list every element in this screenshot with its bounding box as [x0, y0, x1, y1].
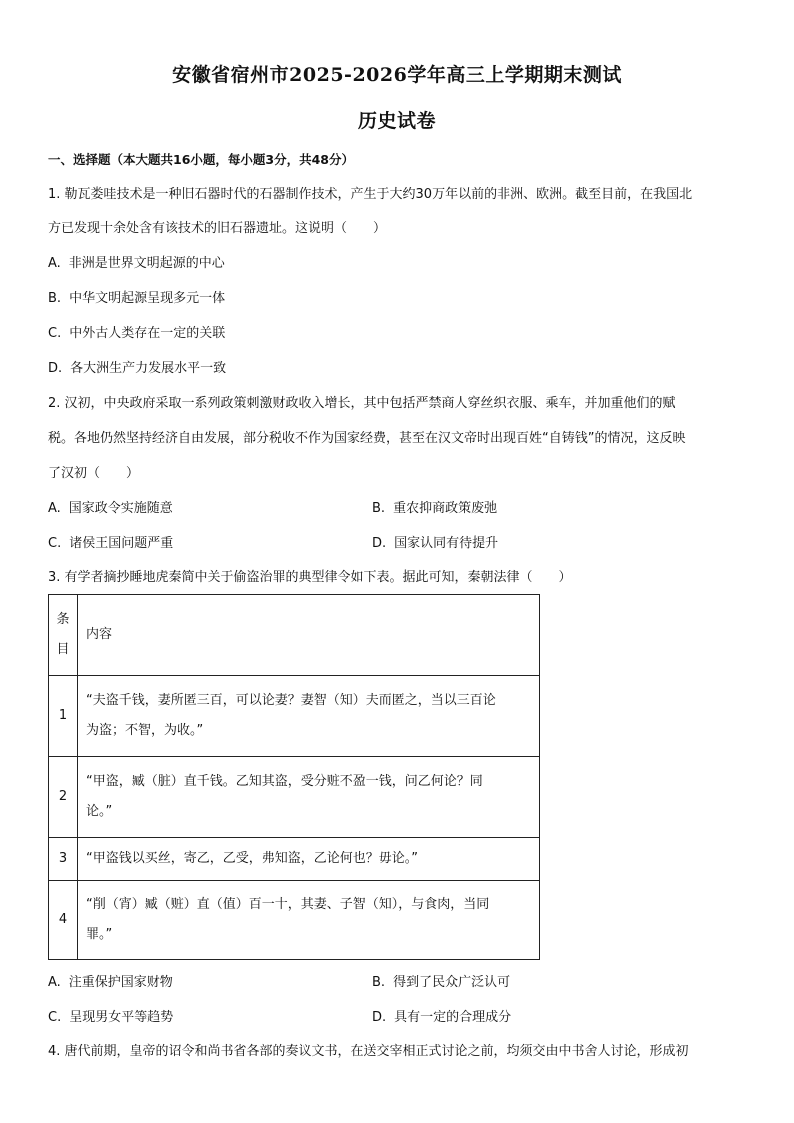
question-1-option-a [48, 255, 225, 273]
option-text: 得到了民众广泛认可 [393, 975, 511, 990]
row-content [78, 838, 540, 881]
question-3-option-d [372, 1009, 511, 1027]
row-number: 3 [49, 838, 78, 881]
question-2-option-c [48, 535, 173, 553]
row-content [78, 881, 540, 960]
option-text: 非洲是世界文明起源的中心 [68, 256, 225, 271]
option-letter: D. [372, 536, 387, 551]
exam-title: 安徽省宿州市2025-2026学年高三上学期期末测试 [172, 64, 622, 86]
question-4-line-1: 4. 唐代前期，皇帝的诏令和尚书省各部的奏议文书，在送交宰相正式讨论之前，均须交由中书舍人讨论，形成初 [48, 1044, 689, 1059]
question-1-line-1: 1. 勒瓦娄哇技术是一种旧石器时代的石器制作技术，产生于大约30万年以前的非洲、欧洲。截至目前，在我国北 [48, 187, 693, 202]
question-1-option-d [48, 360, 226, 378]
question-2-option-d [372, 535, 498, 553]
option-text: 诸侯王国问题严重 [69, 536, 174, 551]
row-content-line-2: 论。” [86, 804, 113, 819]
row-content-line-1: “甲盗，臧（脏）直千钱。乙知其盗，受分赃不盈一钱，问乙何论？同 [86, 774, 483, 789]
question-2-option-b [372, 500, 497, 518]
question-2-line-1: 2. 汉初，中央政府采取一系列政策刺激财政收入增长，其中包括严禁商人穿丝织衣服、乘车，并加重他们的赋 [48, 396, 676, 411]
row-number: 1 [49, 676, 78, 757]
option-letter: B. [372, 975, 386, 990]
option-letter: D. [48, 361, 63, 376]
question-3-option-c [48, 1009, 173, 1027]
header-cell-content: 内容 [78, 595, 540, 676]
question-1-line-2: 方已发现十余处含有该技术的旧石器遗址。这说明（ ） [48, 221, 387, 236]
table-row [49, 676, 540, 757]
question-2-option-a [48, 500, 173, 518]
option-text: 注重保护国家财物 [68, 975, 173, 990]
row-content-line-2: 为盗；不智，为收。” [86, 723, 204, 738]
law-table [48, 594, 540, 960]
option-letter: B. [372, 501, 386, 516]
question-1-option-c [48, 325, 225, 343]
question-2-line-3: 了汉初（ ） [48, 466, 140, 481]
header-cell-item [49, 595, 78, 676]
header-item-char-1: 条 [56, 612, 70, 627]
header-item-char-2: 目 [56, 642, 70, 657]
option-letter: B. [48, 291, 62, 306]
row-content-line-1: “夫盗千钱，妻所匿三百，可以论妻？妻智（知）夫而匿之，当以三百论 [86, 693, 496, 708]
question-3-line-1: 3. 有学者摘抄睡地虎秦简中关于偷盗治罪的典型律令如下表。据此可知，秦朝法律（ ） [48, 570, 572, 585]
row-number: 4 [49, 881, 78, 960]
option-text: 重农抑商政策废弛 [393, 501, 498, 516]
option-letter: C. [48, 1010, 62, 1025]
table-row [49, 757, 540, 838]
option-letter: C. [48, 326, 62, 341]
option-text: 中外古人类存在一定的关联 [69, 326, 226, 341]
row-content-line-2: 罪。” [86, 927, 113, 942]
question-3-option-b [372, 974, 510, 992]
question-2-line-2: 税。各地仍然坚持经济自由发展，部分税收不作为国家经费，甚至在汉文帝时出现百姓“自铸钱”的情况，这反映 [48, 431, 686, 446]
row-content [78, 676, 540, 757]
row-content [78, 757, 540, 838]
option-text: 具有一定的合理成分 [394, 1010, 512, 1025]
table-row [49, 881, 540, 960]
option-text: 国家政令实施随意 [68, 501, 173, 516]
table-row [49, 838, 540, 881]
question-3-option-a [48, 974, 173, 992]
row-content-line-1: “削（宵）臧（赃）直（值）百一十，其妻、子智（知），与食肉，当同 [86, 897, 490, 912]
row-content-line-1: “甲盗钱以买丝，寄乙，乙受，弗知盗，乙论何也？毋论。” [86, 851, 418, 866]
section-heading: 一、选择题（本大题共16小题，每小题3分，共48分） [48, 152, 354, 167]
option-text: 国家认同有待提升 [394, 536, 499, 551]
question-1-option-b [48, 290, 225, 308]
option-text: 中华文明起源呈现多元一体 [69, 291, 226, 306]
option-letter: A. [48, 501, 61, 516]
table-header-row [49, 595, 540, 676]
exam-subtitle: 历史试卷 [357, 110, 436, 132]
option-letter: D. [372, 1010, 387, 1025]
option-text: 呈现男女平等趋势 [69, 1010, 174, 1025]
row-number: 2 [49, 757, 78, 838]
option-letter: C. [48, 536, 62, 551]
option-letter: A. [48, 975, 61, 990]
option-text: 各大洲生产力发展水平一致 [70, 361, 227, 376]
option-letter: A. [48, 256, 61, 271]
